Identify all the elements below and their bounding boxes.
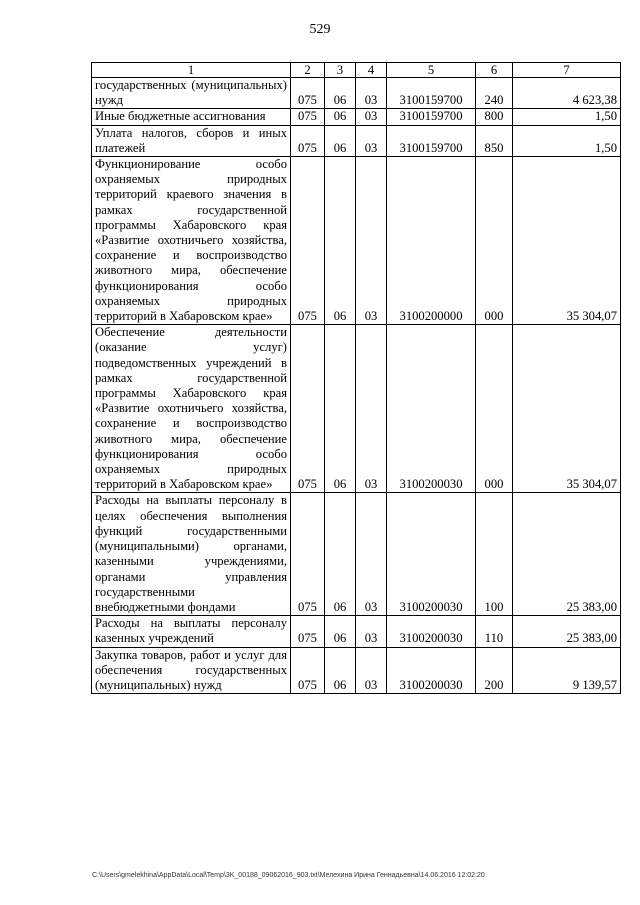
row-description: Уплата налогов, сборов и иных платежей: [92, 125, 291, 156]
table-row: [92, 125, 621, 156]
page-number: 529: [309, 22, 331, 37]
row-description: Иные бюджетные ассигнования: [92, 109, 291, 125]
row-code-admin: 075: [291, 109, 325, 125]
row-subsection: 03: [356, 125, 387, 156]
row-section: 06: [325, 125, 356, 156]
row-expense-type: 000: [476, 325, 513, 493]
table-row: [92, 109, 621, 125]
row-expense-type: 240: [476, 78, 513, 109]
row-subsection: 03: [356, 157, 387, 325]
row-expense-type: 100: [476, 493, 513, 616]
row-target-article: 3100159700: [387, 78, 476, 109]
row-code-admin: 075: [291, 125, 325, 156]
header-col-6: 6: [476, 63, 513, 78]
row-expense-type: 110: [476, 616, 513, 647]
header-col-4: 4: [356, 63, 387, 78]
row-target-article: 3100200030: [387, 647, 476, 694]
header-col-7: 7: [513, 63, 621, 78]
row-description: Расходы на выплаты персоналу в целях обеспечения выполнения функций государственными (муниципальными) органами, казенными учреждениями, органами управления государственными внебюджетными фондами: [92, 493, 291, 616]
row-code-admin: 075: [291, 78, 325, 109]
row-section: 06: [325, 78, 356, 109]
row-code-admin: 075: [291, 493, 325, 616]
row-expense-type: 000: [476, 157, 513, 325]
table-row: [92, 647, 621, 694]
row-description: Обеспечение деятельности (оказание услуг) подведомственных учреждений в рамках государственной программы Хабаровского края «Развитие охотничьего хозяйства, сохранение и воспроизводство животного мира, обеспечение функционирования особо охраняемых природных территорий в Хабаровском крае»: [92, 325, 291, 493]
row-target-article: 3100200030: [387, 493, 476, 616]
row-amount: 25 383,00: [513, 616, 621, 647]
budget-table: [91, 62, 621, 694]
row-description: Расходы на выплаты персоналу казенных учреждений: [92, 616, 291, 647]
table-row: [92, 78, 621, 109]
file-path-footer: C:\Users\gmelekhina\AppData\Local\Temp\3K_00188_09062016_903.txt\Мелехина Ирина Геннадьевна\14.06.2016 12:02:20: [92, 872, 485, 879]
table-header-row: [92, 63, 621, 78]
row-section: 06: [325, 493, 356, 616]
row-amount: 1,50: [513, 125, 621, 156]
row-expense-type: 800: [476, 109, 513, 125]
row-section: 06: [325, 325, 356, 493]
row-description: государственных (муниципальных) нужд: [92, 78, 291, 109]
row-description: Закупка товаров, работ и услуг для обеспечения государственных (муниципальных) нужд: [92, 647, 291, 694]
row-subsection: 03: [356, 647, 387, 694]
header-col-5: 5: [387, 63, 476, 78]
row-code-admin: 075: [291, 157, 325, 325]
row-section: 06: [325, 616, 356, 647]
table-row: [92, 325, 621, 493]
row-amount: 25 383,00: [513, 493, 621, 616]
row-description: Функционирование особо охраняемых природных территорий краевого значения в рамках государственной программы Хабаровского края «Развитие охотничьего хозяйства, сохранение и воспроизводство животного мира, обеспечение функционирования особо охраняемых природных территорий в Хабаровском крае»: [92, 157, 291, 325]
header-col-1: 1: [92, 63, 291, 78]
table-row: [92, 616, 621, 647]
row-target-article: 3100159700: [387, 109, 476, 125]
row-code-admin: 075: [291, 325, 325, 493]
row-subsection: 03: [356, 325, 387, 493]
row-subsection: 03: [356, 493, 387, 616]
header-col-2: 2: [291, 63, 325, 78]
row-section: 06: [325, 109, 356, 125]
row-target-article: 3100200030: [387, 616, 476, 647]
row-target-article: 3100200000: [387, 157, 476, 325]
row-code-admin: 075: [291, 647, 325, 694]
row-amount: 35 304,07: [513, 325, 621, 493]
row-target-article: 3100200030: [387, 325, 476, 493]
table-row: [92, 157, 621, 325]
row-target-article: 3100159700: [387, 125, 476, 156]
row-amount: 35 304,07: [513, 157, 621, 325]
header-col-3: 3: [325, 63, 356, 78]
row-subsection: 03: [356, 109, 387, 125]
row-expense-type: 850: [476, 125, 513, 156]
row-subsection: 03: [356, 616, 387, 647]
row-amount: 1,50: [513, 109, 621, 125]
row-section: 06: [325, 647, 356, 694]
row-section: 06: [325, 157, 356, 325]
row-code-admin: 075: [291, 616, 325, 647]
row-amount: 4 623,38: [513, 78, 621, 109]
row-expense-type: 200: [476, 647, 513, 694]
row-amount: 9 139,57: [513, 647, 621, 694]
row-subsection: 03: [356, 78, 387, 109]
table-row: [92, 493, 621, 616]
